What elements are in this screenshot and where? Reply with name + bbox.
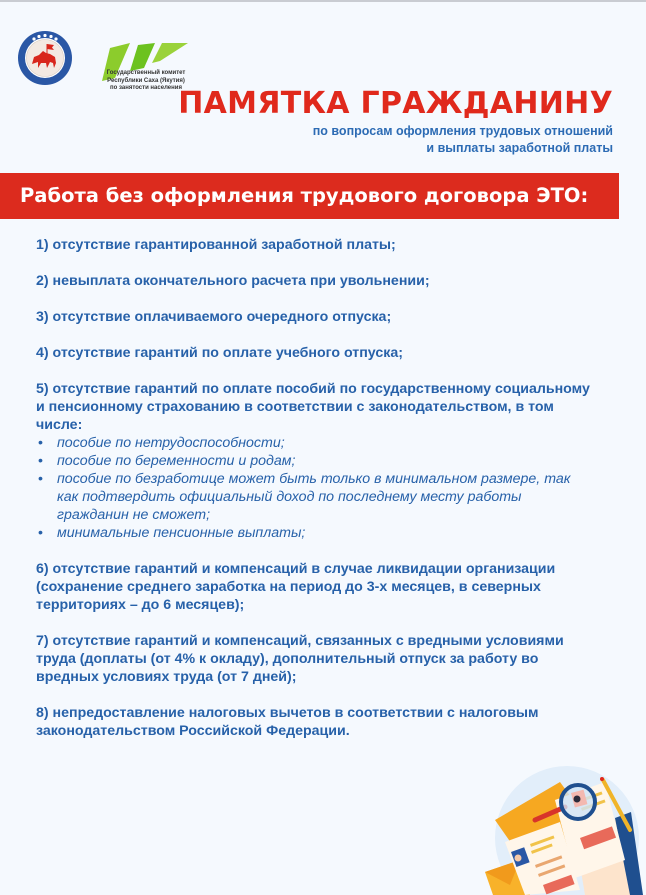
sublist-item: • пособие по безработице может быть только в минимальном размере, так как подтвердить официальный доход по последнему месту работы гражданин не сможет; xyxy=(36,470,577,524)
yakutia-coat-of-arms-icon xyxy=(17,30,73,86)
agency-name-line: Государственный комитет xyxy=(106,70,186,76)
subtitle-line: по вопросам оформления трудовых отношений xyxy=(312,124,613,138)
list-item: 5) отсутствие гарантий по оплате пособий по государственному социальному и пенсионному страхованию в соответствии с законодательством, в том числе: xyxy=(36,381,590,433)
section-banner xyxy=(0,173,619,219)
banner-heading: Работа без оформления трудового договора ЭТО: xyxy=(20,184,589,207)
list-item: 6) отсутствие гарантий и компенсаций в случае ликвидации организации (сохранение среднего заработка на период до 3-х месяцев, в северных территориях – до 6 месяцев); xyxy=(36,561,556,613)
benefits-sublist xyxy=(36,434,626,542)
list-item: 7) отсутствие гарантий и компенсаций, связанных с вредными условиями труда (доплаты (от 4% к окладу), дополнительный отпуск за работу во вредных условиях труда (от 7 дней); xyxy=(36,633,564,685)
sublist-item: • пособие по беременности и родам; xyxy=(36,452,626,470)
list-item: 3) отсутствие оплачиваемого очередного отпуска; xyxy=(36,309,392,325)
agency-name-line: Республики Саха (Якутия) xyxy=(107,77,185,84)
list-item: 2) невыплата окончательного расчета при увольнении; xyxy=(36,273,430,289)
list-item: 8) непредоставление налоговых вычетов в соответствии с налоговым законодательством Российской Федерации. xyxy=(36,705,539,739)
page-title: ПАМЯТКА ГРАЖДАНИНУ xyxy=(178,86,613,121)
top-border xyxy=(0,0,646,2)
agency-name-line: по занятости населения xyxy=(110,85,182,91)
page-subtitle xyxy=(313,123,613,157)
list-item: 4) отсутствие гарантий по оплате учебного отпуска; xyxy=(36,345,403,361)
list-item: 1) отсутствие гарантированной заработной платы; xyxy=(36,237,396,253)
sublist-item: • минимальные пенсионные выплаты; xyxy=(36,524,626,542)
consequences-list xyxy=(36,236,626,740)
documents-magnifier-illustration-icon xyxy=(475,760,646,895)
subtitle-line: и выплаты заработной платы xyxy=(426,141,613,155)
sublist-item: • пособие по нетрудоспособности; xyxy=(36,434,626,452)
